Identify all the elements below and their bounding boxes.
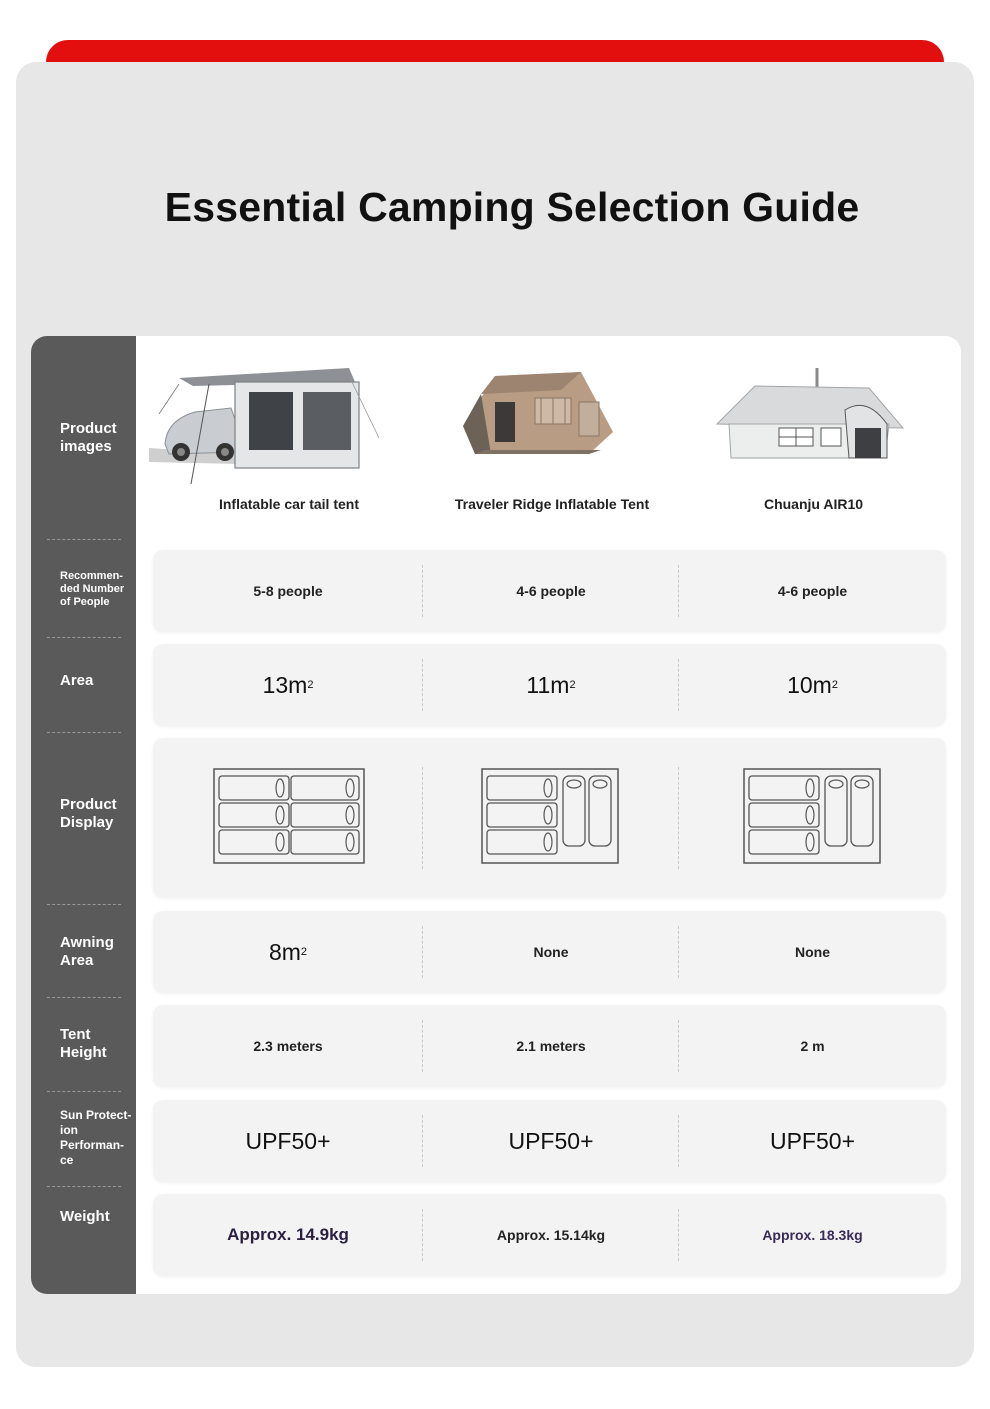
- ridge-tent-image: [461, 372, 633, 456]
- row-sun-protection: [153, 1100, 946, 1182]
- row-recommended-people: [153, 550, 946, 632]
- row-awning-area: [153, 911, 946, 993]
- label-area: Area: [60, 672, 94, 689]
- divider: [47, 1091, 121, 1092]
- row-weight: [153, 1194, 946, 1276]
- cell-people-2: 4-6 people: [516, 583, 586, 599]
- divider: [47, 904, 121, 905]
- label-weight: Weight: [60, 1208, 110, 1225]
- cell-sun-2: UPF50+: [508, 1127, 594, 1154]
- cell-sun-1: UPF50+: [245, 1127, 331, 1154]
- cell-awning-2: None: [533, 944, 569, 960]
- cell-people-3: 4-6 people: [777, 583, 848, 599]
- comparison-table: [31, 336, 961, 1294]
- layout-diagram-2: [481, 768, 619, 864]
- page-title: Essential Camping Selection Guide: [164, 184, 860, 230]
- divider: [47, 539, 121, 540]
- cell-weight-2: Approx. 15.14kg: [496, 1227, 606, 1243]
- product-name-2: Traveler Ridge Inflatable Tent: [454, 496, 650, 512]
- layout-diagram-3: [743, 768, 881, 864]
- label-recommended-people: Recommen- ded Number of People: [60, 570, 125, 609]
- label-product-display: Product Display: [60, 796, 117, 831]
- label-sun-protection: Sun Protect- ion Performan- ce: [60, 1108, 132, 1167]
- divider: [47, 997, 121, 998]
- label-product-images: Product images: [60, 420, 117, 455]
- cell-awning-3: None: [795, 944, 830, 960]
- car-tail-tent-image: [149, 356, 399, 488]
- label-awning-area: Awning Area: [60, 934, 114, 969]
- product-name-3: Chuanju AIR10: [763, 496, 864, 512]
- row-label-sidebar: [31, 336, 136, 1294]
- cell-people-1: 5-8 people: [253, 583, 323, 599]
- divider: [47, 637, 121, 638]
- cell-weight-1: Approx. 14.9kg: [227, 1225, 349, 1244]
- cell-height-2: 2.1 meters: [516, 1038, 586, 1054]
- cell-area-1: 13m 2: [262, 671, 314, 698]
- label-tent-height: Tent Height: [60, 1026, 107, 1061]
- cell-area-3: 10m 2: [787, 671, 838, 698]
- row-area: [153, 644, 946, 726]
- cell-area-2: 11m 2: [526, 671, 576, 698]
- product-name-1: Inflatable car tail tent: [218, 496, 360, 512]
- cell-awning-1: 8m 2: [268, 938, 308, 965]
- cell-height-1: 2.3 meters: [253, 1038, 323, 1054]
- row-tent-height: [153, 1005, 946, 1087]
- cell-height-3: 2 m: [800, 1038, 825, 1054]
- cell-sun-3: UPF50+: [769, 1127, 855, 1154]
- cabin-tent-image: [709, 366, 905, 464]
- cell-weight-3: Approx. 18.3kg: [762, 1227, 863, 1243]
- row-product-display: [153, 738, 946, 898]
- divider: [47, 1186, 121, 1187]
- divider: [47, 732, 121, 733]
- layout-diagram-1: [213, 768, 365, 864]
